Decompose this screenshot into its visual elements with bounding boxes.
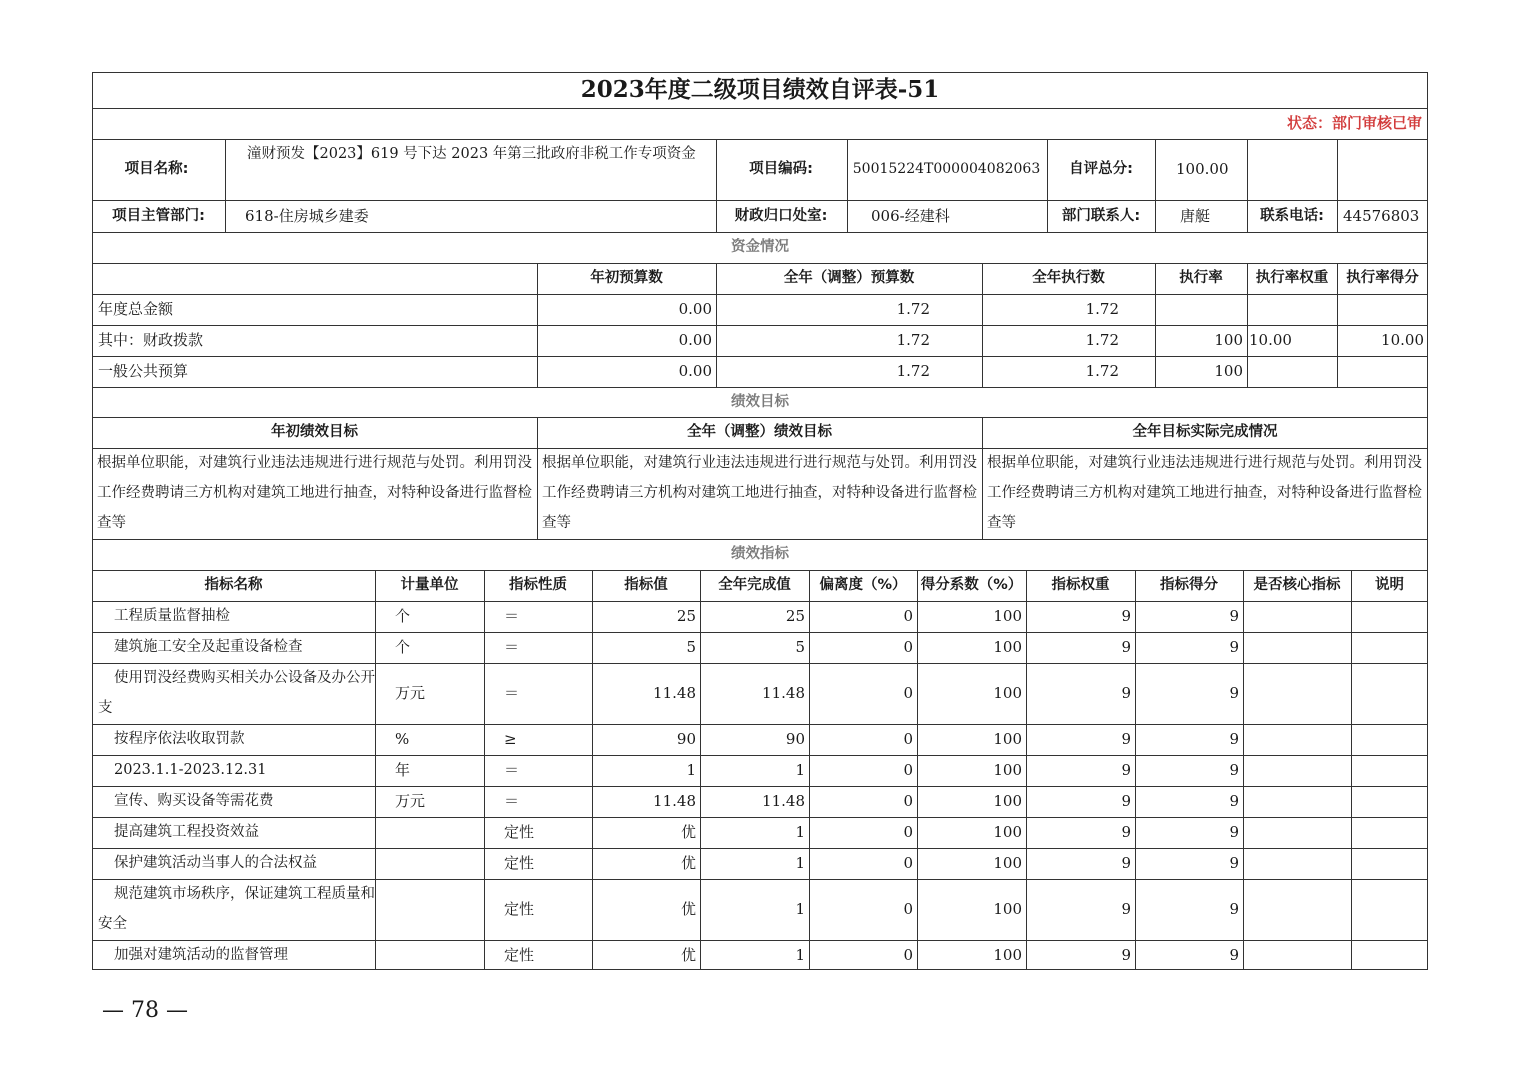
funds-section-title: 资金情况 <box>731 239 789 255</box>
goals-text-actual: 根据单位职能，对建筑行业违法违规进行进行规范与处罚。利用罚没工作经费聘请三方机构对建筑工地进行抽查，对特种设备进行监督检查等 <box>987 455 1422 531</box>
ind-header-unit: 计量单位 <box>400 577 459 593</box>
grid-line <box>92 539 1428 540</box>
ind-nature: ＝ <box>504 792 520 810</box>
ind-deviation: 0 <box>903 854 913 872</box>
contact-label: 部门联系人: <box>1061 208 1141 224</box>
ind-score: 9 <box>1229 854 1239 872</box>
ind-core <box>1243 724 1351 755</box>
self-score-value: 100.00 <box>1176 160 1229 178</box>
grid-line <box>92 724 1428 725</box>
funds-row-score <box>1337 294 1428 325</box>
grid-line <box>982 417 983 539</box>
ind-unit <box>375 940 484 970</box>
ind-weight: 9 <box>1121 684 1131 702</box>
funds-row-label: 一般公共预算 <box>98 362 189 380</box>
grid-line <box>1155 263 1156 387</box>
funds-row-weight <box>1247 356 1337 387</box>
ind-score: 9 <box>1229 792 1239 810</box>
grid-line <box>92 387 1428 388</box>
ind-actual: 5 <box>795 638 805 656</box>
grid-line <box>809 570 810 970</box>
grid-line <box>1247 139 1248 232</box>
ind-coefficient: 100 <box>993 730 1022 748</box>
ind-weight: 9 <box>1121 730 1131 748</box>
ind-coefficient: 100 <box>993 761 1022 779</box>
ind-target: 优 <box>680 900 696 918</box>
ind-unit <box>375 879 484 940</box>
ind-name: 2023.1.1-2023.12.31 <box>114 762 267 778</box>
grid-line <box>484 570 485 970</box>
grid-line <box>92 940 1428 941</box>
grid-line <box>847 139 848 232</box>
ind-core <box>1243 755 1351 786</box>
ind-deviation: 0 <box>903 946 913 964</box>
ind-name: 工程质量监督抽检 <box>114 608 230 624</box>
project-code-label: 项目编码: <box>749 161 813 177</box>
grid-line <box>92 263 1428 264</box>
funds-row-executed: 1.72 <box>1085 300 1119 318</box>
funds-row-rate <box>1155 294 1247 325</box>
ind-deviation: 0 <box>903 730 913 748</box>
phone-label: 联系电话: <box>1260 208 1324 224</box>
ind-deviation: 0 <box>903 638 913 656</box>
ind-weight: 9 <box>1121 946 1131 964</box>
phone-value: 44576803 <box>1343 207 1420 225</box>
finance-office-value: 006-经建科 <box>871 207 950 225</box>
grid-line <box>1337 139 1338 232</box>
grid-line <box>92 570 1428 571</box>
ind-core <box>1243 940 1351 970</box>
grid-line <box>917 570 918 970</box>
ind-actual: 1 <box>795 761 805 779</box>
grid-line <box>92 108 1428 109</box>
ind-target: 90 <box>676 730 696 748</box>
ind-deviation: 0 <box>903 792 913 810</box>
ind-name: 加强对建筑活动的监督管理 <box>114 947 288 963</box>
ind-header-note: 说明 <box>1375 577 1404 593</box>
ind-note <box>1351 632 1428 663</box>
funds-row-label: 年度总金额 <box>98 300 174 318</box>
ind-score: 9 <box>1229 900 1239 918</box>
ind-name: 按程序依法收取罚款 <box>114 731 245 747</box>
grid-line <box>1135 570 1136 970</box>
ind-header-weight: 指标权重 <box>1051 577 1110 593</box>
ind-nature: 定性 <box>504 854 535 872</box>
grid-line <box>982 263 983 387</box>
funds-header-initial: 年初预算数 <box>590 270 663 286</box>
ind-header-target: 指标值 <box>624 577 668 593</box>
funds-row-executed: 1.72 <box>1085 331 1119 349</box>
ind-note <box>1351 940 1428 970</box>
grid-line <box>700 570 701 970</box>
ind-unit: 万元 <box>395 684 426 702</box>
ind-unit: 万元 <box>395 792 426 810</box>
ind-coefficient: 100 <box>993 900 1022 918</box>
ind-unit <box>375 848 484 879</box>
ind-actual: 25 <box>785 607 805 625</box>
grid-line <box>92 139 1428 140</box>
ind-actual: 1 <box>795 900 805 918</box>
grid-line <box>1427 72 1428 970</box>
project-name-label: 项目名称: <box>124 161 189 177</box>
goals-header-adjusted: 全年（调整）绩效目标 <box>687 424 832 440</box>
ind-target: 5 <box>686 638 696 656</box>
grid-line <box>225 139 226 232</box>
funds-header-weight: 执行率权重 <box>1255 270 1329 286</box>
ind-weight: 9 <box>1121 638 1131 656</box>
funds-row-initial: 0.00 <box>678 300 712 318</box>
ind-header-coefficient: 得分系数（%） <box>920 577 1023 593</box>
grid-line <box>537 263 538 387</box>
goals-text-adjusted: 根据单位职能，对建筑行业违法违规进行进行规范与处罚。利用罚没工作经费聘请三方机构对建筑工地进行抽查，对特种设备进行监督检查等 <box>542 455 977 531</box>
grid-line <box>1026 570 1027 970</box>
ind-unit: 个 <box>395 607 411 625</box>
ind-note <box>1351 755 1428 786</box>
grid-line <box>716 139 717 232</box>
ind-target: 11.48 <box>653 792 696 810</box>
funds-row-executed: 1.72 <box>1085 362 1119 380</box>
ind-note <box>1351 848 1428 879</box>
page-title: 2023年度二级项目绩效自评表-51 <box>580 76 940 103</box>
ind-core <box>1243 848 1351 879</box>
ind-score: 9 <box>1229 823 1239 841</box>
ind-core <box>1243 786 1351 817</box>
funds-row-rate: 100 <box>1214 362 1243 380</box>
goals-header-actual: 全年目标实际完成情况 <box>1132 424 1278 440</box>
ind-target: 优 <box>680 823 696 841</box>
ind-weight: 9 <box>1121 854 1131 872</box>
ind-weight: 9 <box>1121 792 1131 810</box>
ind-core <box>1243 817 1351 848</box>
ind-note <box>1351 663 1428 724</box>
grid-line <box>1247 263 1248 387</box>
ind-weight: 9 <box>1121 823 1131 841</box>
ind-target: 1 <box>686 761 696 779</box>
ind-score: 9 <box>1229 730 1239 748</box>
grid-line <box>1337 263 1338 387</box>
grid-line <box>592 570 593 970</box>
ind-coefficient: 100 <box>993 607 1022 625</box>
ind-core <box>1243 663 1351 724</box>
ind-nature: ＝ <box>504 684 520 702</box>
funds-row-adjusted: 1.72 <box>896 362 930 380</box>
ind-header-actual: 全年完成值 <box>718 577 791 593</box>
ind-name: 保护建筑活动当事人的合法权益 <box>114 855 317 871</box>
ind-unit: 年 <box>395 761 411 779</box>
funds-row-weight: 10.00 <box>1249 331 1292 349</box>
grid-line <box>92 72 1428 73</box>
ind-actual: 1 <box>795 946 805 964</box>
ind-core <box>1243 601 1351 632</box>
funds-row-score: 10.00 <box>1381 331 1424 349</box>
ind-note <box>1351 879 1428 940</box>
grid-line <box>92 879 1428 880</box>
ind-nature: 定性 <box>504 900 535 918</box>
ind-name: 使用罚没经费购买相关办公设备及办公开支 <box>98 670 375 716</box>
ind-target: 11.48 <box>653 684 696 702</box>
ind-weight: 9 <box>1121 761 1131 779</box>
grid-line <box>92 817 1428 818</box>
grid-line <box>92 848 1428 849</box>
ind-name: 提高建筑工程投资效益 <box>114 824 259 840</box>
grid-line <box>92 786 1428 787</box>
funds-row-weight <box>1247 294 1337 325</box>
grid-line <box>1047 139 1048 232</box>
funds-row-label: 其中：财政拨款 <box>98 331 204 349</box>
ind-weight: 9 <box>1121 607 1131 625</box>
ind-coefficient: 100 <box>993 684 1022 702</box>
ind-name: 建筑施工安全及起重设备检查 <box>114 639 303 655</box>
funds-row-adjusted: 1.72 <box>896 300 930 318</box>
ind-deviation: 0 <box>903 823 913 841</box>
ind-coefficient: 100 <box>993 854 1022 872</box>
ind-score: 9 <box>1229 607 1239 625</box>
ind-name: 宣传、购买设备等需花费 <box>114 793 274 809</box>
ind-score: 9 <box>1229 684 1239 702</box>
ind-coefficient: 100 <box>993 638 1022 656</box>
funds-header-score: 执行率得分 <box>1346 270 1419 286</box>
ind-score: 9 <box>1229 638 1239 656</box>
self-score-label: 自评总分: <box>1069 161 1133 177</box>
grid-line <box>92 448 1428 449</box>
ind-coefficient: 100 <box>993 823 1022 841</box>
ind-unit: 个 <box>395 638 411 656</box>
ind-coefficient: 100 <box>993 946 1022 964</box>
ind-actual: 11.48 <box>762 792 805 810</box>
ind-actual: 11.48 <box>762 684 805 702</box>
funds-header-adjusted: 全年（调整）预算数 <box>783 270 915 286</box>
ind-unit: % <box>395 730 410 748</box>
grid-line <box>716 263 717 387</box>
dept-label: 项目主管部门: <box>112 208 205 224</box>
ind-target: 25 <box>676 607 696 625</box>
ind-nature: 定性 <box>504 823 535 841</box>
funds-row-initial: 0.00 <box>678 331 712 349</box>
ind-note <box>1351 601 1428 632</box>
ind-note <box>1351 724 1428 755</box>
grid-line <box>1243 570 1244 970</box>
ind-name: 规范建筑市场秩序，保证建筑工程质量和安全 <box>98 886 375 932</box>
grid-line <box>92 294 1428 295</box>
ind-core <box>1243 879 1351 940</box>
ind-deviation: 0 <box>903 684 913 702</box>
ind-unit <box>375 817 484 848</box>
grid-line <box>92 200 1428 201</box>
ind-header-core: 是否核心指标 <box>1253 577 1341 593</box>
page-number: — 78 — <box>102 998 188 1023</box>
grid-line <box>1351 570 1352 970</box>
funds-header-rate: 执行率 <box>1179 270 1223 286</box>
ind-coefficient: 100 <box>993 792 1022 810</box>
goals-section-title: 绩效目标 <box>731 394 789 410</box>
funds-row-score <box>1337 356 1428 387</box>
grid-line <box>92 755 1428 756</box>
funds-row-rate: 100 <box>1214 331 1243 349</box>
dept-value: 618-住房城乡建委 <box>245 207 369 225</box>
finance-office-label: 财政归口处室: <box>734 208 828 224</box>
ind-nature: ＝ <box>504 607 520 625</box>
goals-text-initial: 根据单位职能，对建筑行业违法违规进行进行规范与处罚。利用罚没工作经费聘请三方机构对建筑工地进行抽查，对特种设备进行监督检查等 <box>97 455 532 531</box>
ind-header-name: 指标名称 <box>204 577 263 593</box>
ind-actual: 1 <box>795 854 805 872</box>
ind-nature: ＝ <box>504 638 520 656</box>
ind-header-score: 指标得分 <box>1160 577 1218 593</box>
ind-actual: 90 <box>785 730 805 748</box>
ind-target: 优 <box>680 946 696 964</box>
ind-actual: 1 <box>795 823 805 841</box>
project-name-value: 潼财预发【2023】619 号下达 2023 年第三批政府非税工作专项资金 <box>247 146 696 162</box>
grid-line <box>92 72 93 970</box>
grid-line <box>375 570 376 970</box>
contact-value: 唐艇 <box>1180 207 1211 225</box>
grid-line <box>92 417 1428 418</box>
grid-line <box>92 601 1428 602</box>
ind-nature: ＝ <box>504 761 520 779</box>
ind-score: 9 <box>1229 946 1239 964</box>
grid-line <box>92 356 1428 357</box>
ind-score: 9 <box>1229 761 1239 779</box>
status-badge: 状态：部门审核已审 <box>1286 114 1422 132</box>
evaluation-table <box>92 72 1428 970</box>
funds-row-adjusted: 1.72 <box>896 331 930 349</box>
ind-nature: ≥ <box>504 730 517 748</box>
ind-deviation: 0 <box>903 607 913 625</box>
ind-note <box>1351 786 1428 817</box>
ind-target: 优 <box>680 854 696 872</box>
ind-header-deviation: 偏离度（%） <box>819 577 907 593</box>
grid-line <box>92 232 1428 233</box>
goals-header-initial: 年初绩效目标 <box>271 424 358 440</box>
ind-header-nature: 指标性质 <box>509 577 567 593</box>
funds-header-executed: 全年执行数 <box>1032 270 1105 286</box>
ind-note <box>1351 817 1428 848</box>
ind-core <box>1243 632 1351 663</box>
grid-line <box>92 969 1428 970</box>
grid-line <box>92 663 1428 664</box>
ind-nature: 定性 <box>504 946 535 964</box>
grid-line <box>1155 139 1156 232</box>
funds-row-initial: 0.00 <box>678 362 712 380</box>
ind-deviation: 0 <box>903 900 913 918</box>
grid-line <box>537 417 538 539</box>
ind-weight: 9 <box>1121 900 1131 918</box>
grid-line <box>92 325 1428 326</box>
ind-deviation: 0 <box>903 761 913 779</box>
indicators-section-title: 绩效指标 <box>731 546 789 562</box>
project-code-value: 50015224T000004082063 <box>852 161 1041 177</box>
grid-line <box>92 632 1428 633</box>
